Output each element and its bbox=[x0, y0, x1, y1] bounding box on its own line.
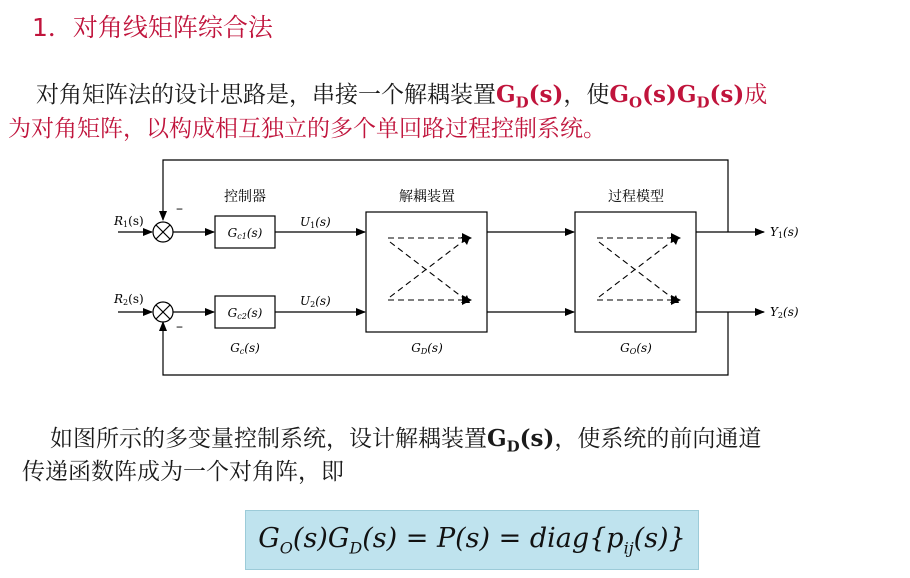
section-title: 1．对角线矩阵综合法 bbox=[32, 13, 273, 42]
process-label: 过程模型 bbox=[608, 189, 664, 205]
para1-text-a: 对角矩阵法的设计思路是，串接一个解耦装置 bbox=[36, 82, 496, 108]
para1-text-c: 成 bbox=[744, 82, 768, 108]
y2-label: Y2(s) bbox=[770, 305, 799, 320]
minus-sign-2: – bbox=[176, 319, 183, 335]
para2-line1 bbox=[50, 420, 761, 456]
r2-label: R2(s) bbox=[114, 292, 144, 307]
y1-label: Y1(s) bbox=[770, 225, 799, 240]
para2-text-a: 如图所示的多变量控制系统，设计解耦装置 bbox=[50, 426, 487, 452]
para1-text-b: ，使 bbox=[563, 82, 610, 108]
go-label: GO(s) bbox=[620, 341, 652, 356]
para2-line2: 传递函数阵成为一个对角阵，即 bbox=[22, 459, 344, 485]
process-block bbox=[575, 212, 696, 332]
sum-junction-1 bbox=[153, 222, 173, 242]
gc-label: Gc(s) bbox=[230, 341, 260, 356]
sum-junction-2 bbox=[153, 302, 173, 322]
u1-label: U1(s) bbox=[300, 215, 331, 230]
decoupler-label: 解耦装置 bbox=[399, 189, 455, 205]
gc1-label: Gc1(s) bbox=[227, 226, 263, 241]
decoupler-block bbox=[366, 212, 487, 332]
controller-label: 控制器 bbox=[224, 189, 266, 205]
para2-text-b: ，使系统的前向通道 bbox=[554, 426, 762, 452]
minus-sign-1: – bbox=[176, 201, 183, 217]
u2-label: U2(s) bbox=[300, 294, 331, 309]
r1-label: R1(s) bbox=[114, 214, 144, 229]
formula-box bbox=[245, 510, 699, 570]
para1-go-gd: $G_O(s)G_D(s)$ bbox=[609, 81, 745, 112]
formula: $G_O(s)G_D(s) = P(s)$ = $diag\{p_{ij}(s)\}$ bbox=[258, 522, 686, 558]
para1-gd: $G_D(s)$ bbox=[496, 81, 564, 112]
gd-label: GD(s) bbox=[411, 341, 443, 356]
para1-line2: 为对角矩阵，以构成相互独立的多个单回路过程控制系统。 bbox=[8, 116, 606, 142]
para1-line1 bbox=[36, 76, 767, 112]
gc2-label: Gc2(s) bbox=[227, 306, 263, 321]
para2-gd: $G_D(s)$ bbox=[487, 425, 555, 456]
block-diagram bbox=[0, 150, 910, 550]
